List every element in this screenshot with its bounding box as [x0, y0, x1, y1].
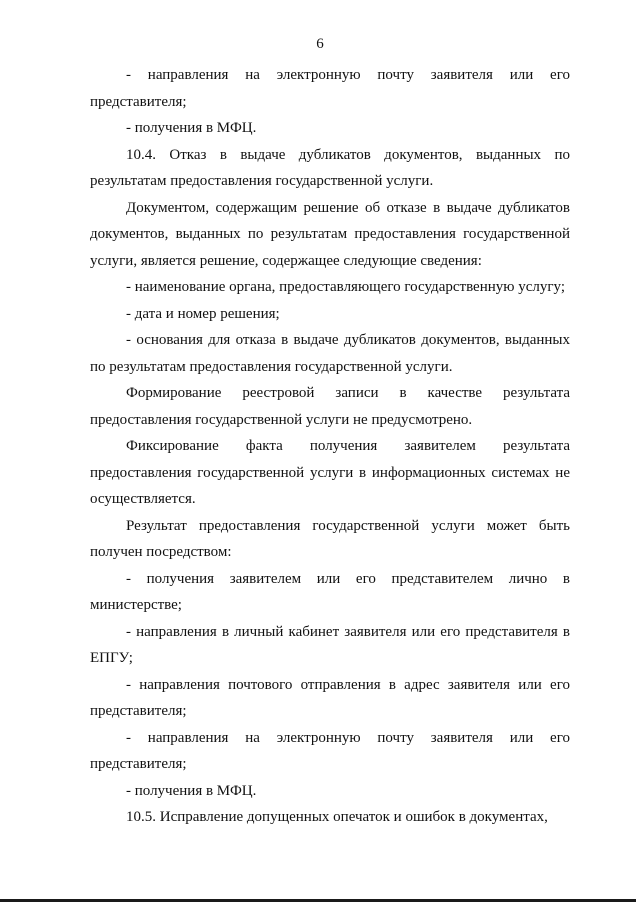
list-item: - наименование органа, предоставляющего государственную услугу; — [126, 279, 565, 295]
document-body — [90, 62, 570, 831]
paragraph: Фиксирование факта получения заявителем результата предоставления государственной услуги в информационных системах не осуществляется. — [90, 438, 570, 507]
paragraph: - получения в МФЦ. — [126, 120, 257, 136]
paragraph: - направления на электронную почту заявителя или его представителя; — [90, 67, 570, 110]
paragraph: Формирование реестровой записи в качестве результата предоставления государственной услуги не предусмотрено. — [90, 385, 570, 428]
list-item: - направления в личный кабинет заявителя или его представителя в ЕПГУ; — [90, 623, 570, 666]
section-heading: 10.5. Исправление допущенных опечаток и ошибок в документах, — [126, 809, 548, 825]
list-item: - получения заявителем или его представителем лично в министерстве; — [90, 570, 570, 613]
page-bottom-rule — [0, 899, 636, 902]
list-item: - получения в МФЦ. — [126, 782, 257, 799]
list-item: - дата и номер решения; — [126, 305, 280, 322]
list-item: - направления почтового отправления в адрес заявителя или его представителя; — [90, 676, 570, 719]
paragraph: Документом, содержащим решение об отказе в выдаче дубликатов документов, выданных по результатам предоставления государственной услуги, является решение, содержащее следующие сведения: — [90, 199, 570, 269]
list-item: - направления на электронную почту заявителя или его представителя; — [90, 729, 570, 772]
paragraph: Результат предоставления государственной услуги может быть получен посредством: — [90, 517, 570, 560]
list-item: - основания для отказа в выдаче дубликатов документов, выданных по результатам предоставления государственной услуги. — [90, 332, 570, 375]
section-heading: 10.4. Отказ в выдаче дубликатов документов, выданных по результатам предоставления государственной услуги. — [90, 146, 570, 189]
page-number: 6 — [316, 36, 324, 52]
